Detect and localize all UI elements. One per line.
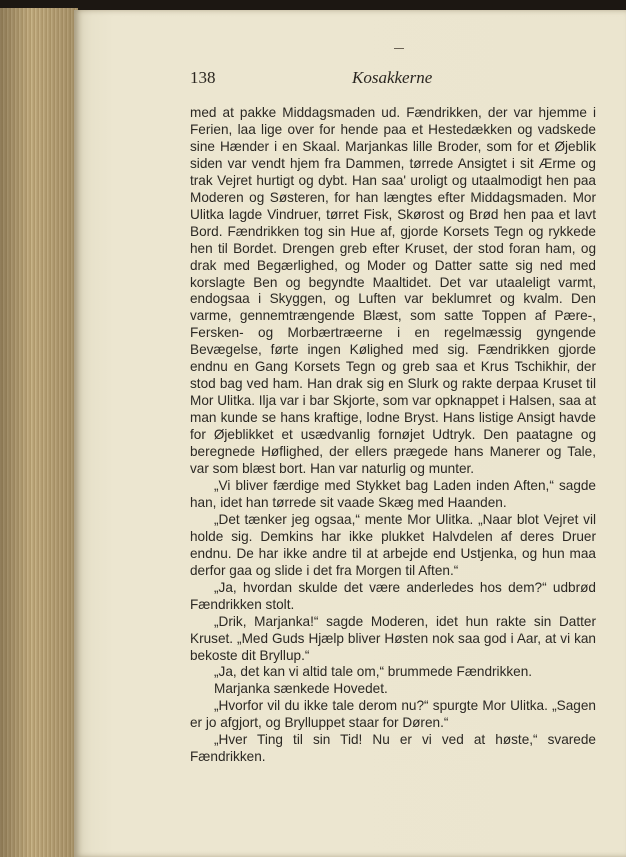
paragraph: „Hvorfor vil du ikke tale derom nu?“ spurgte Mor Ulitka. „Sagen er jo afgjort, og Brylluppet staar for Døren.“ xyxy=(190,698,596,731)
body-text xyxy=(190,105,596,766)
running-title: Kosakkerne xyxy=(352,68,433,87)
paragraph: „Hver Ting til sin Tid! Nu er vi ved at høste,“ svarede Fændrikken. xyxy=(190,732,596,765)
page-edges-shadow xyxy=(0,8,78,857)
printer-mark xyxy=(394,48,404,49)
paragraph: „Det tænker jeg ogsaa,“ mente Mor Ulitka. „Naar blot Vejret vil holde sig. Demkins har ikke plukket Halvdelen af deres Druer endnu. De har ikke andre til at arbejde end Ustjenka, og hun maa derfor gaa og slide i det fra Morgen til Aften.“ xyxy=(190,511,596,578)
paragraph: „Vi bliver færdige med Stykket bag Laden inden Aften,“ sagde han, idet han tørrede sit vaade Skæg med Haanden. xyxy=(190,477,596,510)
paragraph: Marjanka sænkede Hovedet. xyxy=(214,681,388,697)
paragraph: „Drik, Marjanka!“ sagde Moderen, idet hun rakte sin Datter Kruset. „Med Guds Hjælp bliver Høsten nok saa god i Aar, at vi kan bekoste dit Bryllup.“ xyxy=(190,613,596,663)
paragraph: „Ja, det kan vi altid tale om,“ brummede Fændrikken. xyxy=(214,664,533,680)
paragraph: „Ja, hvordan skulde det være anderledes hos dem?“ udbrød Fændrikken stolt. xyxy=(190,579,596,612)
page-number: 138 xyxy=(190,68,216,87)
paragraph: med at pakke Middagsmaden ud. Fændrikken, der var hjemme i Ferien, laa lige over for hende paa et Hestedækken og vadskede sine Hænder i en Skaal. Marjankas lille Broder, som for et Øjeblik siden var vendt hjem fra Dammen, tørrede Ansigtet i sit Ærme og trak Vejret hurtigt og dybt. Han saa' uroligt og utaalmodigt hen paa Moderen og Søsteren, for han længtes efter Middagsmaden. Mor Ulitka lagde Vindruer, tørret Fisk, Skørost og Brød hen paa et lavt Bord. Fændrikken tog sin Hue af, gjorde Korsets Tegn og rykkede hen til Bordet. Drengen greb efter Kruset, der stod foran ham, og drak med Begærlighed, og Moder og Datter satte sig ned med korslagte Ben og begyndte Maaltidet. Det var utaaleligt varmt, endogsaa i Skyggen, og Luften var beklumret og kvalm. Den varme, gennemtrængende Blæst, som satte Toppen af Pære-, Fersken- og Morbærtræerne i en regelmæssig gyngende Bevægelse, førte ingen Kølighed med sig. Fændrikken gjorde endnu en Gang Korsets Tegn og greb saa et Krus Tschikhir, der stod bag ved ham. Han drak sig en Slurk og rakte derpaa Kruset til Mor Ulitka. Ilja var i bar Skjorte, som var opknappet i Halsen, saa at man kunde se hans kraftige, lodne Bryst. Hans listige Ansigt havde for Øjeblikket et usædvanlig fornøjet Udtryk. Den paatagne og beregnede Høflighed, der ellers prægede hans Manerer og Tale, var som blæst bort. Han var naturlig og munter. xyxy=(190,105,596,477)
